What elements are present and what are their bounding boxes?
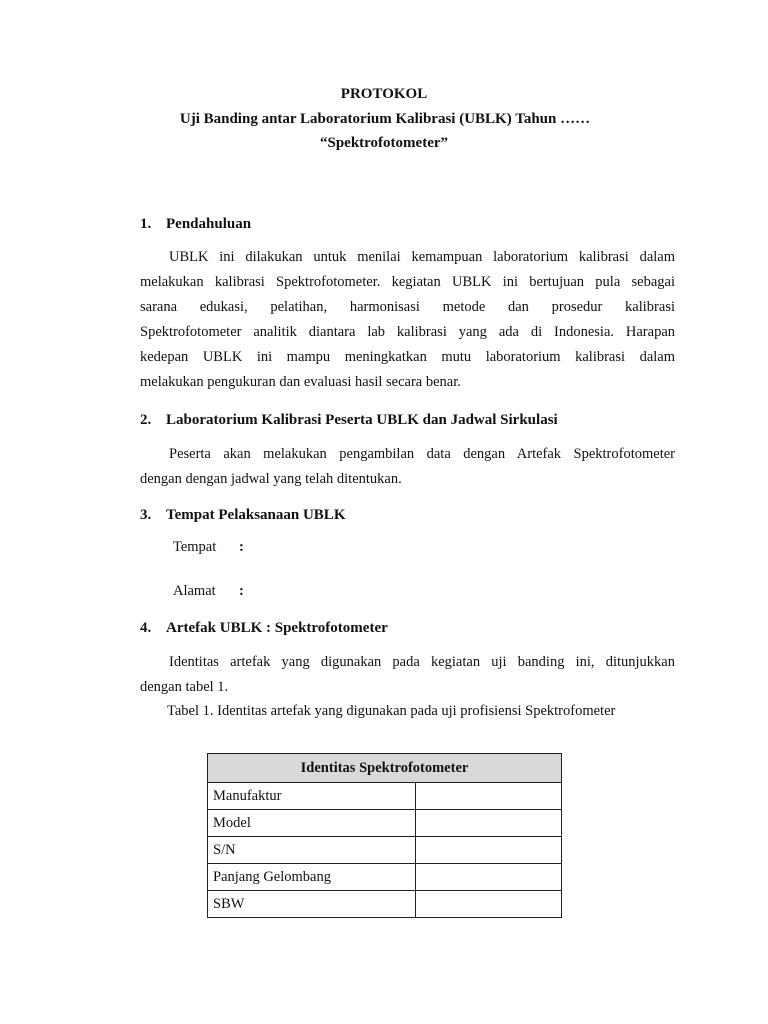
document-title: PROTOKOL (340, 86, 428, 102)
row-value (416, 783, 562, 810)
section-2-heading (140, 412, 558, 429)
field-colon: : (239, 539, 244, 555)
field-label: Alamat (173, 583, 216, 599)
row-label: S/N (208, 837, 416, 864)
table-header: Identitas Spektrofotometer (208, 754, 562, 783)
table-row (208, 783, 562, 810)
section-title: Laboratorium Kalibrasi Peserta UBLK dan Jadwal Sirkulasi (166, 412, 558, 428)
section-3-heading (140, 507, 345, 524)
section-title: Tempat Pelaksanaan UBLK (166, 507, 346, 523)
section-number: 2. (140, 412, 152, 428)
table-row (208, 810, 562, 837)
row-label: SBW (208, 891, 416, 918)
row-label: Manufaktur (208, 783, 416, 810)
section-title: Artefak UBLK : Spektrofotometer (166, 620, 388, 636)
tempat-field (173, 539, 244, 556)
paragraph-line: Peserta akan melakukan pengambilan data dengan Artefak Spektrofotometer (169, 446, 675, 462)
section-4-heading (140, 620, 388, 637)
table-row (208, 891, 562, 918)
table-row (208, 837, 562, 864)
section-4-paragraph (140, 650, 675, 700)
table-row (208, 864, 562, 891)
document-subtitle: Uji Banding antar Laboratorium Kalibrasi (UBLK) Tahun …… (179, 111, 591, 127)
artefact-title: “Spektrofotometer” (319, 135, 449, 151)
paragraph-line: Identitas artefak yang digunakan pada kegiatan uji banding ini, ditunjukkan (169, 654, 675, 670)
table-header-row (208, 754, 562, 783)
identity-table (207, 753, 562, 918)
paragraph-line: melakukan pengukuran dan evaluasi hasil secara benar. (140, 374, 461, 390)
paragraph-line: sarana edukasi, pelatihan, harmonisasi metode dan prosedur kalibrasi (140, 299, 675, 315)
section-number: 3. (140, 507, 152, 523)
section-1-heading (140, 216, 251, 233)
paragraph-line: Spektrofotometer analitik diantara lab kalibrasi yang ada di Indonesia. Harapan (140, 324, 675, 340)
section-2-paragraph (140, 442, 675, 492)
paragraph-line: melakukan kalibrasi Spektrofotometer. kegiatan UBLK ini bertujuan pula sebagai (140, 274, 675, 290)
row-value (416, 837, 562, 864)
paragraph-line: UBLK ini dilakukan untuk menilai kemampuan laboratorium kalibrasi dalam (169, 249, 675, 265)
row-label: Model (208, 810, 416, 837)
section-1-paragraph (140, 245, 675, 395)
paragraph-line: kedepan UBLK ini mampu meningkatkan mutu laboratorium kalibrasi dalam (140, 349, 675, 365)
field-label: Tempat (173, 539, 217, 555)
section-number: 4. (140, 620, 152, 636)
row-value (416, 864, 562, 891)
row-value (416, 810, 562, 837)
section-title: Pendahuluan (166, 216, 252, 232)
paragraph-line: dengan tabel 1. (140, 679, 229, 695)
table-caption: Tabel 1. Identitas artefak yang digunakan pada uji profisiensi Spektrofometer (167, 703, 616, 719)
section-number: 1. (140, 216, 152, 232)
field-colon: : (239, 583, 244, 599)
row-value (416, 891, 562, 918)
row-label: Panjang Gelombang (208, 864, 416, 891)
paragraph-line: dengan dengan jadwal yang telah ditentukan. (140, 471, 402, 487)
alamat-field (173, 583, 244, 600)
